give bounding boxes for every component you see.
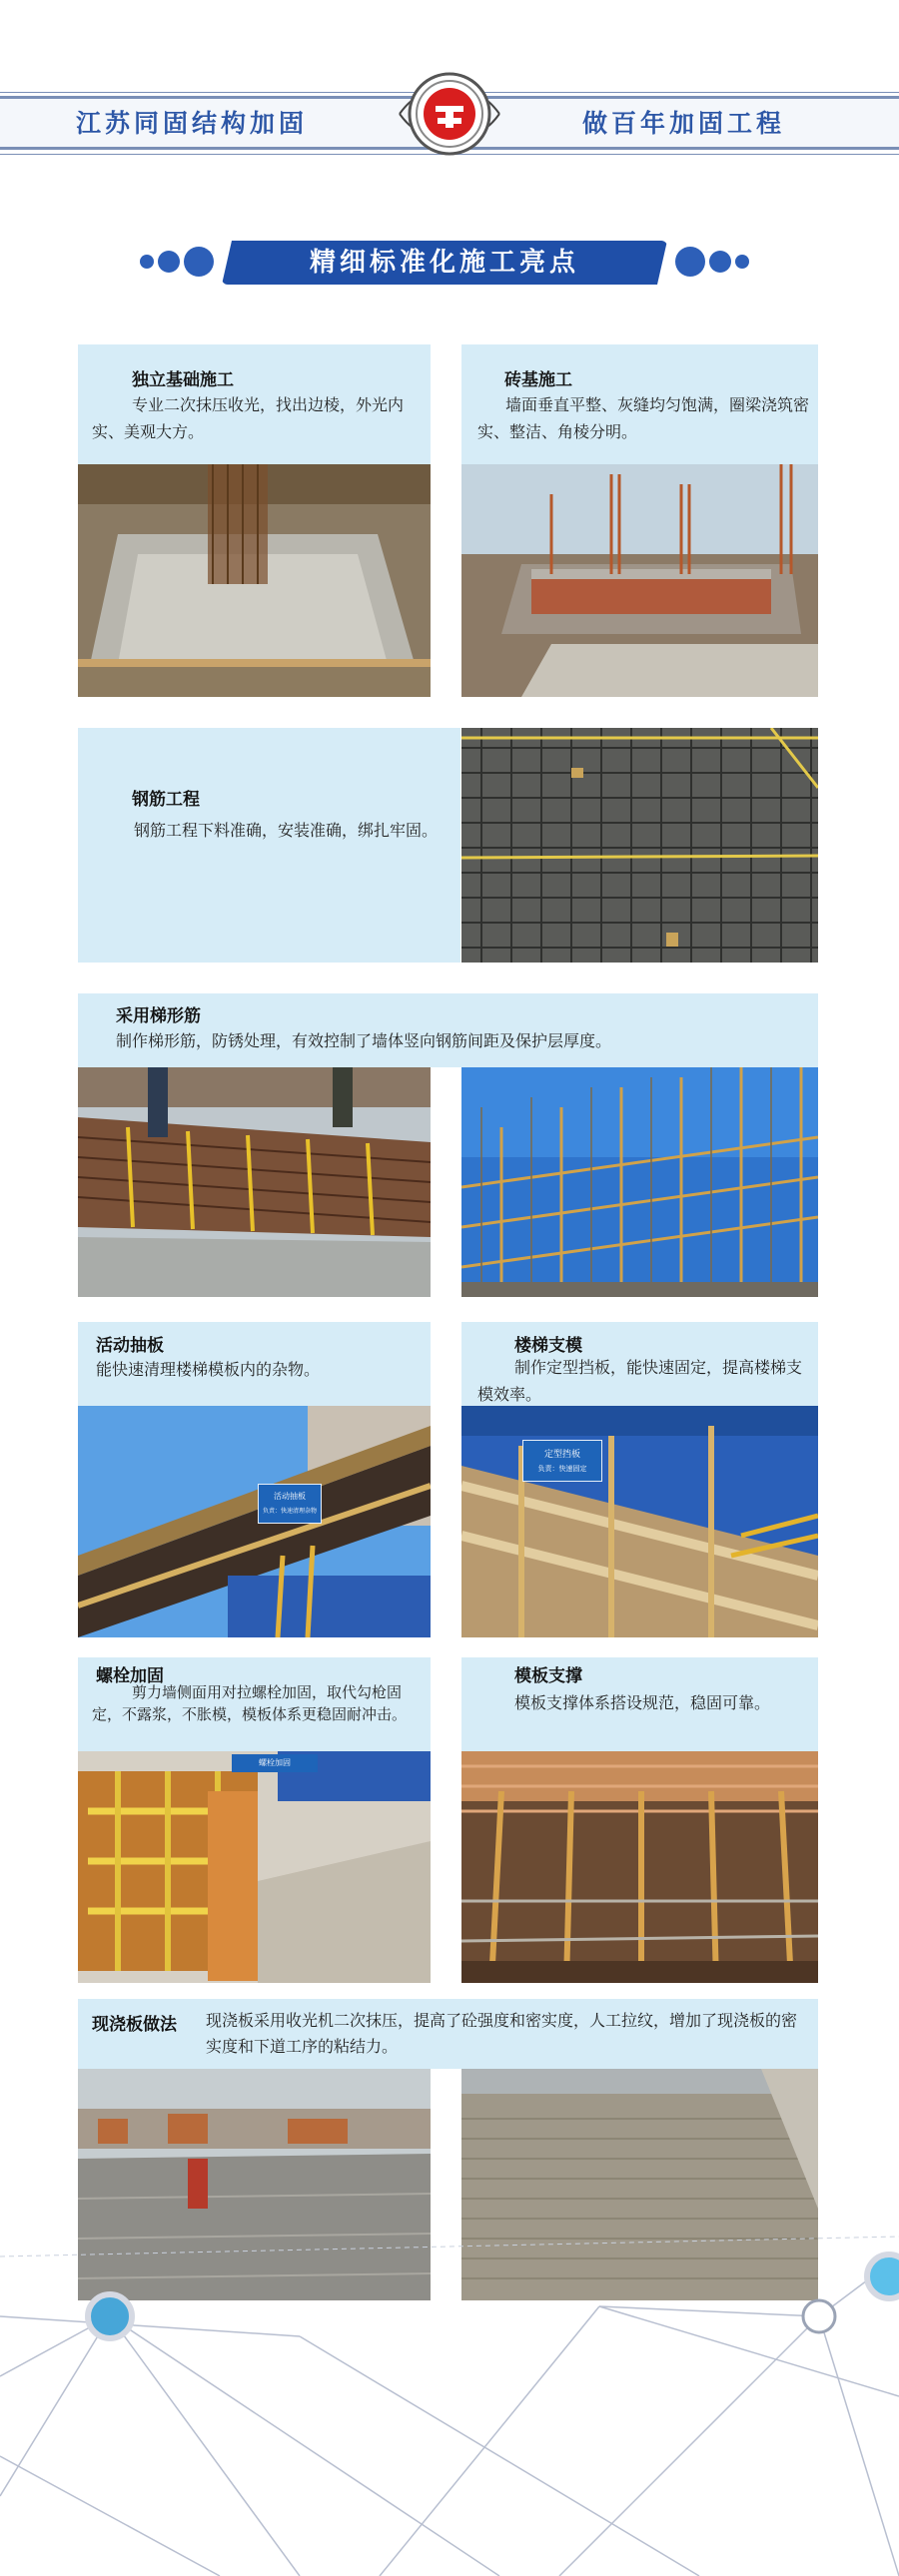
stair-formwork-photo bbox=[461, 1406, 818, 1637]
section-title: 楼梯支模 bbox=[514, 1336, 582, 1356]
section-title: 模板支撑 bbox=[514, 1666, 582, 1686]
title-dot bbox=[735, 255, 749, 269]
sign-text: 定型挡板 bbox=[543, 1450, 580, 1460]
section-text: 能快速清理楼梯模板内的杂物。 bbox=[96, 1360, 321, 1379]
section-text: 剪力墙侧面用对拉螺栓加固，取代勾枪固定，不露浆，不胀模，模板体系更稳固耐冲击。 bbox=[92, 1683, 408, 1723]
title-dot bbox=[158, 251, 180, 273]
company-logo bbox=[398, 62, 501, 166]
section-title: 活动抽板 bbox=[96, 1336, 164, 1356]
rebar-mesh-photo bbox=[461, 728, 818, 963]
section-text: 专业二次抹压收光，找出边棱，外光内实、美观大方。 bbox=[92, 395, 405, 441]
header-company-name: 江苏同固结构加固 bbox=[76, 109, 309, 138]
board-sign bbox=[258, 1484, 322, 1524]
formwork-sign bbox=[522, 1440, 602, 1482]
section-title: 砖基施工 bbox=[504, 370, 572, 390]
header-slogan: 做百年加固工程 bbox=[582, 109, 786, 138]
section-title: 钢筋工程 bbox=[132, 790, 200, 810]
decorative-lines bbox=[0, 2197, 899, 2576]
sign-text: 活动抽板 bbox=[274, 1492, 306, 1501]
bolt-reinforcement-photo bbox=[78, 1751, 431, 1983]
wall-rebar-photo bbox=[461, 1067, 818, 1297]
section-text: 现浇板采用收光机二次抹压，提高了砼强度和密实度，人工拉纹，增加了现浇板的密实度和下道工序的粘结力。 bbox=[206, 2011, 798, 2056]
section-title: 现浇板做法 bbox=[92, 2015, 177, 2035]
page-title: 精细标准化施工亮点 bbox=[309, 248, 579, 278]
ladder-rebar-photo bbox=[78, 1067, 431, 1297]
foundation-photo bbox=[78, 464, 431, 697]
section-text: 制作梯形筋，防锈处理，有效控制了墙体竖向钢筋间距及保护层厚度。 bbox=[116, 1031, 612, 1050]
brick-foundation-photo bbox=[461, 464, 818, 697]
section-title: 独立基础施工 bbox=[132, 370, 234, 390]
section-text: 制作定型挡板，能快速固定，提高楼梯支模效率。 bbox=[477, 1358, 803, 1404]
section-panel bbox=[78, 728, 460, 963]
title-dot bbox=[675, 247, 705, 277]
sign-subtext: 负责：快速清理杂物 bbox=[262, 1508, 317, 1515]
formwork-support-photo bbox=[461, 1751, 818, 1983]
title-dot bbox=[184, 247, 214, 277]
title-dot bbox=[709, 251, 731, 273]
section-title: 采用梯形筋 bbox=[116, 1006, 201, 1026]
removable-board-photo bbox=[78, 1406, 431, 1637]
sign-subtext: 负责：快速固定 bbox=[537, 1465, 587, 1473]
section-text: 墙面垂直平整、灰缝均匀饱满，圈梁浇筑密实、整洁、角棱分明。 bbox=[477, 395, 810, 441]
section-text: 钢筋工程下料准确，安装准确，绑扎牢固。 bbox=[134, 821, 439, 840]
section-text: 模板支撑体系搭设规范，稳固可靠。 bbox=[514, 1693, 771, 1712]
section-title: 螺栓加固 bbox=[96, 1666, 164, 1686]
sign-text: 螺栓加固 bbox=[259, 1758, 291, 1767]
title-dot bbox=[140, 255, 154, 269]
bolt-sign bbox=[232, 1754, 318, 1772]
